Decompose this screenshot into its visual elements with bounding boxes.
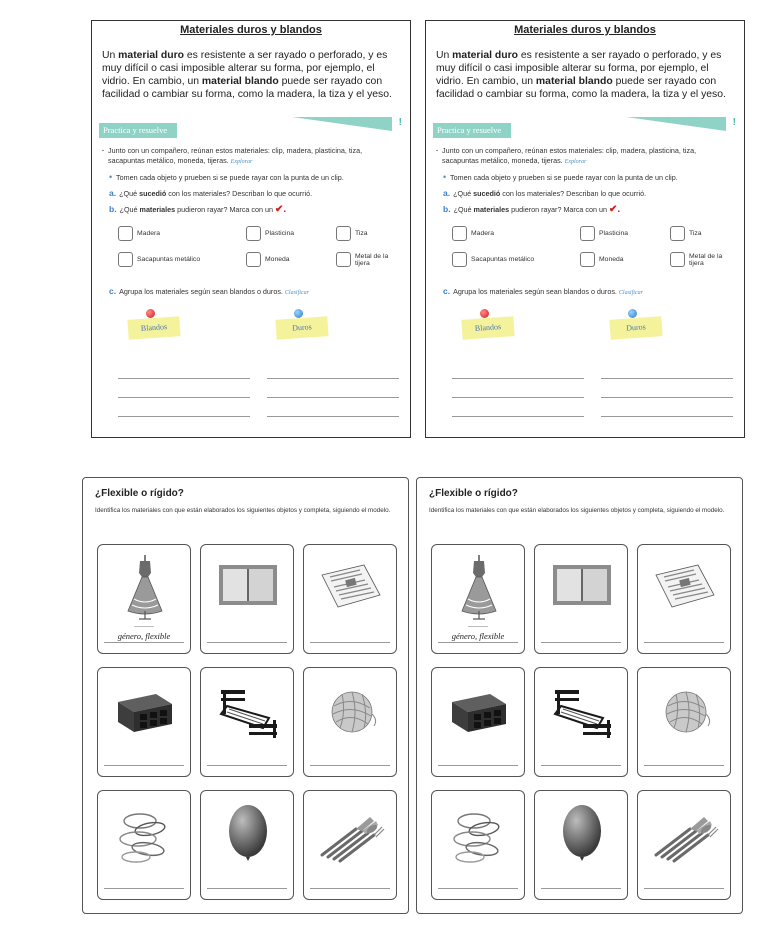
newspaper-icon: [650, 553, 720, 623]
answer-line[interactable]: [541, 888, 621, 889]
checkbox[interactable]: [580, 226, 595, 241]
practice-header: [436, 117, 734, 141]
answer-line[interactable]: [452, 416, 584, 417]
answer-line[interactable]: [118, 416, 250, 417]
option-label: Moneda: [265, 256, 290, 263]
checkbox[interactable]: [336, 252, 351, 267]
option-label: Madera: [471, 230, 495, 237]
intro-paragraph: [102, 49, 400, 101]
question-text: con los materiales? Describan lo que ocurrió.: [166, 189, 313, 198]
instruction-text: Junto con un compañero, reúnan estos materiales: clip, madera, plasticina, tiza, sacapuntas metálico, moneda, tijeras.: [442, 146, 697, 165]
answer-line[interactable]: [438, 765, 518, 766]
option-label: Madera: [137, 230, 161, 237]
note-blandos: Blandos: [461, 316, 514, 340]
question-hint: Clasificar: [284, 290, 309, 296]
balloon-icon: [547, 799, 617, 869]
intro-bold-soft: material blando: [201, 76, 279, 87]
card-brick: [431, 667, 525, 777]
question-letter: a.: [443, 188, 451, 198]
card-dress: [431, 544, 525, 654]
note-blandos: Blandos: [127, 316, 180, 340]
answer-line[interactable]: [104, 642, 184, 643]
checkbox[interactable]: [246, 252, 261, 267]
question-a: [436, 188, 734, 199]
bullet-instruction: • Tomen cada objeto y prueben si se puede rayar con la punta de un clip.: [436, 173, 734, 183]
question-letter: c.: [109, 286, 117, 296]
card-yarn-ball: [637, 667, 731, 777]
answer-line[interactable]: [541, 642, 621, 643]
answer-line[interactable]: [601, 378, 733, 379]
answer-line[interactable]: [207, 642, 287, 643]
worksheet-description: Identifica los materiales con que están elaborados los siguientes objetos y completa, siguiendo el modelo.: [95, 507, 391, 514]
answer-line[interactable]: [644, 765, 724, 766]
card-rubber-bands: [431, 790, 525, 900]
practice-ribbon: [626, 117, 726, 131]
option-moneda[interactable]: [246, 252, 290, 267]
card-rubber-bands: [97, 790, 191, 900]
separator: [468, 626, 488, 627]
bed-frame-icon: [547, 676, 617, 746]
card-cutlery: [303, 790, 397, 900]
question-c: [436, 286, 734, 298]
flexible-rigid-worksheet-right: [416, 477, 743, 914]
intro-bold-soft: material blando: [535, 76, 613, 87]
red-pin-icon: [480, 309, 489, 318]
checkbox[interactable]: [670, 226, 685, 241]
checkbox[interactable]: [246, 226, 261, 241]
answer-line[interactable]: [310, 888, 390, 889]
card-newspaper: [303, 544, 397, 654]
exclamation-icon: !: [398, 117, 402, 128]
rubber-bands-icon: [444, 799, 514, 869]
option-label: Sacapuntas metálico: [471, 256, 535, 263]
question-letter: a.: [109, 188, 117, 198]
option-label: Metal de la tijera: [355, 252, 389, 267]
checkbox[interactable]: [452, 226, 467, 241]
intro-paragraph: [436, 49, 734, 101]
window-icon: [547, 553, 617, 623]
option-plasticina[interactable]: [580, 226, 628, 241]
card-yarn-ball: [303, 667, 397, 777]
answer-line[interactable]: [438, 888, 518, 889]
intro-text: es resistente a ser rayado o perforado, y es muy difícil o casi imposible alterar su forma, por ejemplo, el vidrio. En cambio, un: [436, 50, 722, 87]
dress-icon: [110, 553, 180, 623]
separator: [134, 626, 154, 627]
card-balloon: [534, 790, 628, 900]
worksheet-title: Materiales duros y blandos: [514, 24, 656, 36]
checkmark-icon: ✔.: [609, 204, 621, 215]
question-b: [436, 204, 734, 215]
object-cards: [431, 544, 731, 900]
option-sacapuntas[interactable]: [118, 252, 200, 267]
instruction-hint: Explorar: [230, 159, 253, 165]
worksheet-title: ¿Flexible o rígido?: [429, 488, 518, 499]
card-bed-frame: [200, 667, 294, 777]
instruction: [102, 146, 400, 167]
card-window: [200, 544, 294, 654]
answer-line[interactable]: [601, 397, 733, 398]
window-icon: [213, 553, 283, 623]
bullet-instruction: • Tomen cada objeto y prueben si se puede rayar con la punta de un clip.: [102, 173, 400, 183]
question-text: ¿Qué: [119, 189, 140, 198]
question-text: pudieron rayar? Marca con un: [175, 205, 275, 214]
question-hint: Clasificar: [618, 290, 643, 296]
question-letter: b.: [443, 204, 451, 214]
intro-text: puede ser rayado con facilidad o cambiar su forma, como la madera, la tiza y el yeso.: [102, 76, 392, 100]
checkbox[interactable]: [670, 252, 685, 267]
option-label: Tiza: [355, 230, 368, 237]
worksheet-description: Identifica los materiales con que están elaborados los siguientes objetos y completa, siguiendo el modelo.: [429, 507, 725, 514]
note-duros: Duros: [609, 316, 662, 340]
question-text: ¿Qué: [453, 189, 474, 198]
option-metal-tijera[interactable]: [670, 252, 734, 267]
question-text: pudieron rayar? Marca con un: [509, 205, 609, 214]
answer-line[interactable]: [118, 397, 250, 398]
intro-text: Un: [102, 50, 119, 61]
answer-line[interactable]: [310, 765, 390, 766]
checkbox-options: [436, 220, 734, 282]
question-letter: c.: [443, 286, 451, 296]
checkbox[interactable]: [580, 252, 595, 267]
answer-line[interactable]: [310, 642, 390, 643]
example-answer: género, flexible: [451, 631, 505, 641]
answer-line[interactable]: [601, 416, 733, 417]
option-tiza[interactable]: [670, 226, 702, 241]
question-bold: materiales: [473, 205, 510, 214]
note-duros: Duros: [275, 316, 328, 340]
answer-line[interactable]: [644, 642, 724, 643]
checkbox[interactable]: [336, 226, 351, 241]
card-dress: [97, 544, 191, 654]
option-sacapuntas[interactable]: [452, 252, 534, 267]
practice-header: [102, 117, 400, 141]
dress-icon: [444, 553, 514, 623]
yarn-ball-icon: [316, 676, 386, 746]
instruction-text: Junto con un compañero, reúnan estos materiales: clip, madera, plasticina, tiza, sacapuntas metálico, moneda, tijeras.: [108, 146, 363, 165]
question-a: [102, 188, 400, 199]
card-cutlery: [637, 790, 731, 900]
group-notes: [102, 306, 400, 346]
card-bed-frame: [534, 667, 628, 777]
answer-line[interactable]: [452, 378, 584, 379]
option-label: Plasticina: [599, 230, 629, 237]
answer-line[interactable]: [104, 888, 184, 889]
question-text: ¿Qué: [453, 205, 474, 214]
blue-pin-icon: [628, 309, 637, 318]
instruction: [436, 146, 734, 167]
checkbox-options: [102, 220, 400, 282]
blue-pin-icon: [294, 309, 303, 318]
hard-soft-worksheet-right: [425, 20, 745, 438]
answer-line[interactable]: [452, 397, 584, 398]
brick-icon: [110, 676, 180, 746]
rubber-bands-icon: [110, 799, 180, 869]
newspaper-icon: [316, 553, 386, 623]
intro-text: Un: [436, 50, 453, 61]
flexible-rigid-worksheet-left: [82, 477, 409, 914]
option-metal-tijera[interactable]: [336, 252, 400, 267]
intro-bold-hard: material duro: [452, 50, 518, 61]
intro-bold-hard: material duro: [118, 50, 184, 61]
answer-line[interactable]: [541, 765, 621, 766]
checkbox[interactable]: [118, 226, 133, 241]
option-tiza[interactable]: [336, 226, 368, 241]
option-madera[interactable]: [118, 226, 160, 241]
answer-line[interactable]: [644, 888, 724, 889]
balloon-icon: [213, 799, 283, 869]
checkbox[interactable]: [118, 252, 133, 267]
question-text: Agrupa los materiales según sean blandos o duros.: [119, 287, 283, 296]
card-brick: [97, 667, 191, 777]
answer-line[interactable]: [207, 888, 287, 889]
hard-soft-worksheet-left: [91, 20, 411, 438]
cutlery-icon: [650, 799, 720, 869]
object-cards: [97, 544, 397, 900]
question-letter: b.: [109, 204, 117, 214]
question-bold: sucedió: [139, 189, 167, 198]
answer-line[interactable]: [267, 397, 399, 398]
brick-icon: [444, 676, 514, 746]
option-label: Plasticina: [265, 230, 295, 237]
answer-line[interactable]: [207, 765, 287, 766]
exclamation-icon: !: [732, 117, 736, 128]
card-window: [534, 544, 628, 654]
group-notes: [436, 306, 734, 346]
answer-line[interactable]: [267, 416, 399, 417]
practice-label: Practica y resuelve: [433, 123, 511, 138]
option-label: Moneda: [599, 256, 624, 263]
option-label: Tiza: [689, 230, 702, 237]
question-text: ¿Qué: [119, 205, 140, 214]
option-madera[interactable]: [452, 226, 494, 241]
example-answer: género, flexible: [117, 631, 171, 641]
worksheet-title: Materiales duros y blandos: [180, 24, 322, 36]
yarn-ball-icon: [650, 676, 720, 746]
answer-line[interactable]: [438, 642, 518, 643]
option-label: Metal de la tijera: [689, 252, 723, 267]
worksheet-title: ¿Flexible o rígido?: [95, 488, 184, 499]
practice-ribbon: [292, 117, 392, 131]
intro-text: puede ser rayado con facilidad o cambiar su forma, como la madera, la tiza y el yeso.: [436, 76, 726, 100]
question-c: [102, 286, 400, 298]
option-plasticina[interactable]: [246, 226, 294, 241]
answer-line[interactable]: [104, 765, 184, 766]
practice-label: Practica y resuelve: [99, 123, 177, 138]
red-pin-icon: [146, 309, 155, 318]
answer-line[interactable]: [118, 378, 250, 379]
intro-text: es resistente a ser rayado o perforado, y es muy difícil o casi imposible alterar su forma, por ejemplo, el vidrio. En cambio, un: [102, 50, 388, 87]
question-bold: sucedió: [473, 189, 501, 198]
checkbox[interactable]: [452, 252, 467, 267]
option-moneda[interactable]: [580, 252, 624, 267]
card-newspaper: [637, 544, 731, 654]
answer-line[interactable]: [267, 378, 399, 379]
question-text: con los materiales? Describan lo que ocurrió.: [500, 189, 647, 198]
checkmark-icon: ✔.: [275, 204, 287, 215]
card-balloon: [200, 790, 294, 900]
option-label: Sacapuntas metálico: [137, 256, 201, 263]
question-text: Agrupa los materiales según sean blandos o duros.: [453, 287, 617, 296]
bed-frame-icon: [213, 676, 283, 746]
question-b: [102, 204, 400, 215]
question-bold: materiales: [139, 205, 176, 214]
cutlery-icon: [316, 799, 386, 869]
instruction-hint: Explorar: [564, 159, 587, 165]
